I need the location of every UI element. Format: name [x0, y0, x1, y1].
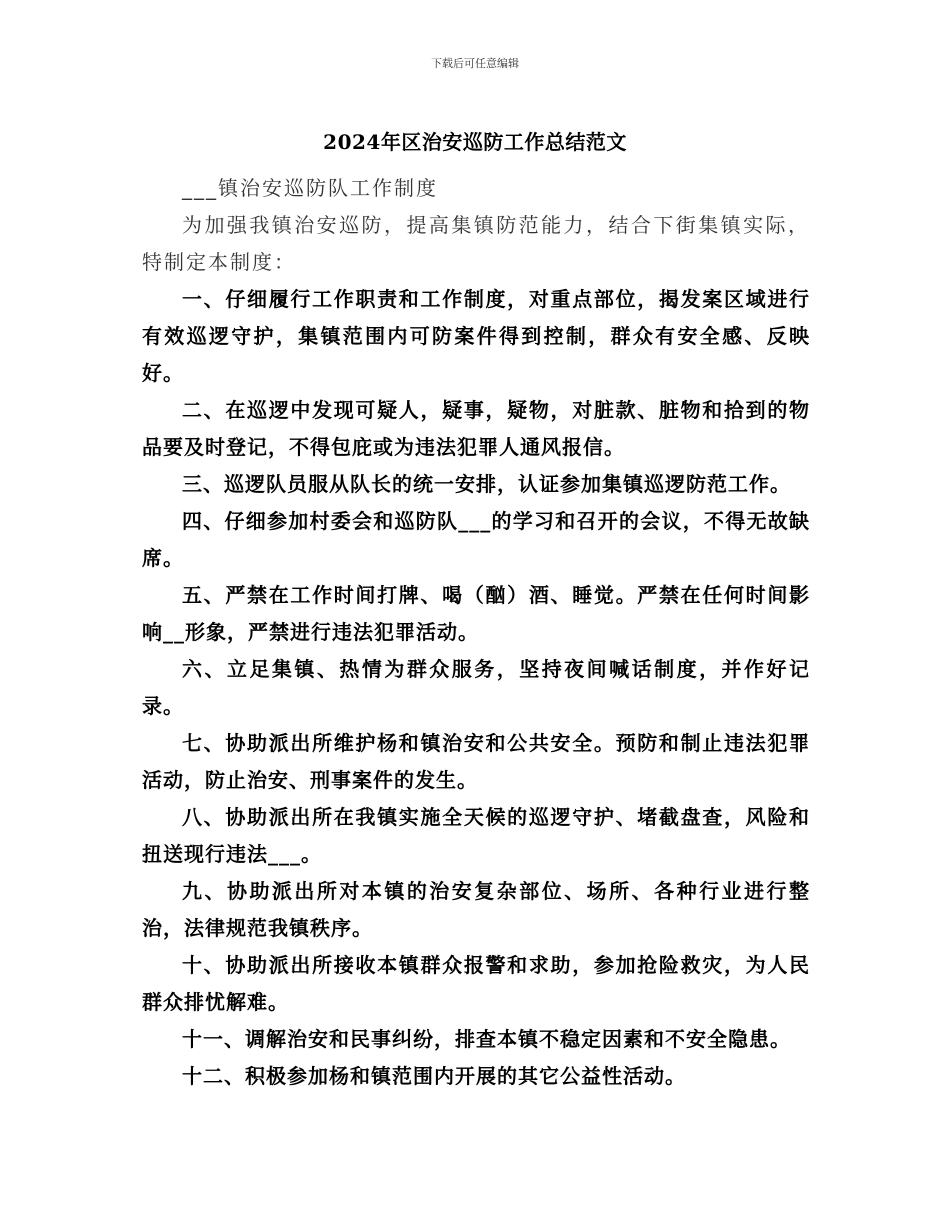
- rule-paragraph: 五、严禁在工作时间打牌、喝（酗）酒、睡觉。严禁在任何时间影响__形象，严禁进行违法犯罪活动。: [142, 583, 810, 644]
- document-title: 2024年区治安巡防工作总结范文: [323, 130, 627, 154]
- rule-paragraph: 八、协助派出所在我镇实施全天候的巡逻守护、堵截盘查，风险和扭送现行违法___。: [142, 805, 810, 866]
- rule-paragraph: 九、协助派出所对本镇的治安复杂部位、场所、各种行业进行整治，法律规范我镇秩序。: [142, 879, 810, 940]
- rule-paragraph: 一、仔细履行工作职责和工作制度，对重点部位，揭发案区域进行有效巡逻守护，集镇范围内可防案件得到控制，群众有安全感、反映好。: [142, 287, 810, 385]
- document-body: [142, 170, 810, 1095]
- rule-paragraph: 十一、调解治安和民事纠纷，排查本镇不稳定因素和不安全隐患。: [182, 1027, 791, 1051]
- section-subtitle: ___镇治安巡防队工作制度: [182, 176, 438, 200]
- rule-paragraph: 三、巡逻队员服从队长的统一安排，认证参加集镇巡逻防范工作。: [182, 472, 791, 496]
- rule-paragraph: 十、协助派出所接收本镇群众报警和求助，参加抢险救灾，为人民群众排忧解难。: [142, 953, 810, 1014]
- header-note: 下载后可任意编辑: [431, 57, 519, 70]
- rule-paragraph: 六、立足集镇、热情为群众服务，坚持夜间喊话制度，并作好记录。: [142, 657, 810, 718]
- rule-paragraph: 二、在巡逻中发现可疑人，疑事，疑物，对脏款、脏物和拾到的物品要及时登记，不得包庇或为违法犯罪人通风报信。: [142, 398, 810, 459]
- intro-paragraph: 为加强我镇治安巡防，提高集镇防范能力，结合下街集镇实际，特制定本制度：: [142, 213, 810, 274]
- rule-paragraph: 四、仔细参加村委会和巡防队___的学习和召开的会议，不得无故缺席。: [142, 509, 810, 570]
- rule-paragraph: 十二、积极参加杨和镇范围内开展的其它公益性活动。: [182, 1064, 686, 1088]
- rule-paragraph: 七、协助派出所维护杨和镇治安和公共安全。预防和制止违法犯罪活动，防止治安、刑事案件的发生。: [142, 731, 810, 792]
